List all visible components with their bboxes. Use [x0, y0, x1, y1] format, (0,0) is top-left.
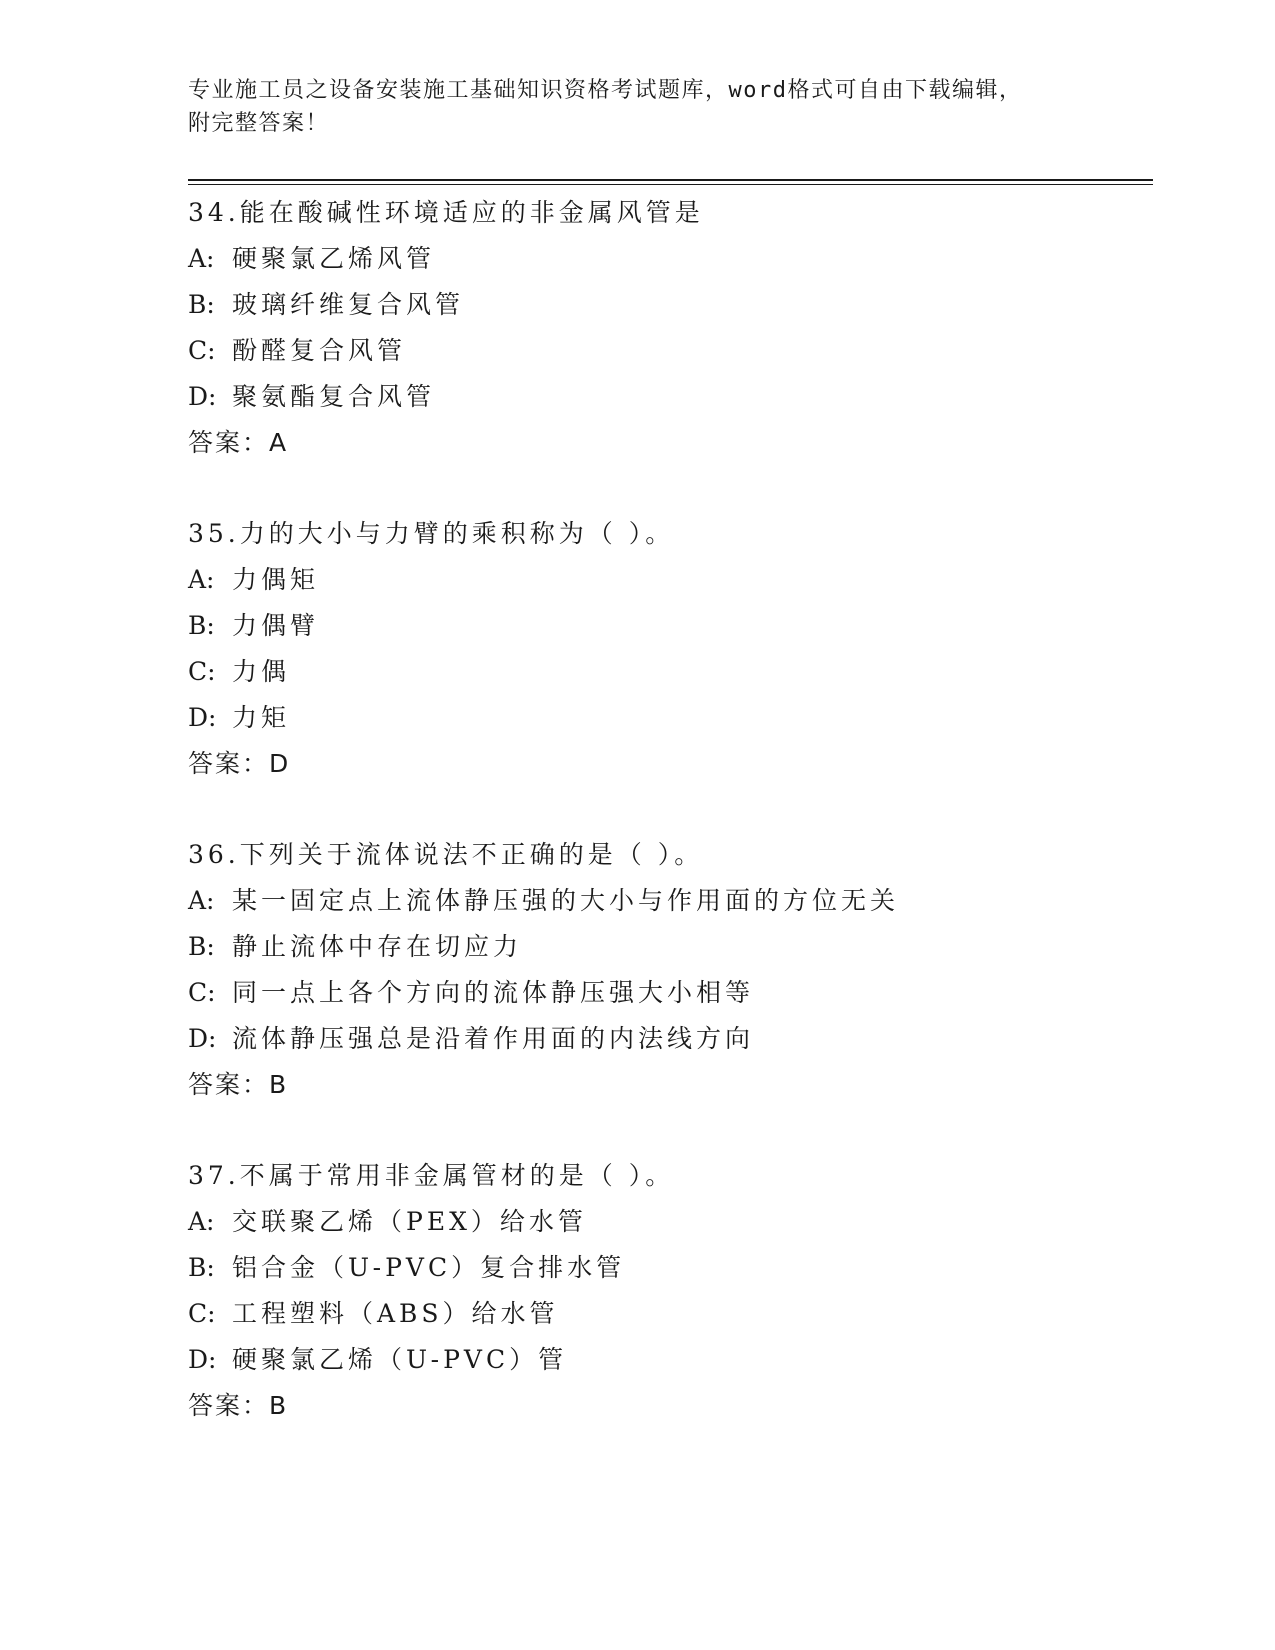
- answer-label: 答案：: [188, 749, 270, 778]
- question-title: 36.下列关于流体说法不正确的是（ ）。: [188, 840, 704, 869]
- option-letter: C:: [188, 336, 216, 365]
- question-title: 37.不属于常用非金属管材的是（ ）。: [188, 1161, 675, 1190]
- option-b: [188, 282, 1148, 328]
- header-line-1: 专业施工员之设备安装施工基础知识资格考试题库，word格式可自由下载编辑，: [188, 78, 1023, 103]
- option-letter: B:: [188, 1253, 215, 1282]
- option-d: [188, 1337, 1148, 1383]
- option-text: 力矩: [232, 703, 291, 732]
- answer-value: A: [269, 428, 287, 457]
- question-title: 34.能在酸碱性环境适应的非金属风管是: [188, 198, 704, 227]
- option-letter: A:: [188, 565, 215, 594]
- answer-line: [188, 1062, 1148, 1108]
- option-letter: D:: [188, 703, 217, 732]
- option-c: [188, 970, 1148, 1016]
- option-text: 交联聚乙烯（PEX）给水管: [232, 1207, 587, 1236]
- option-text: 力偶臂: [232, 611, 320, 640]
- option-a: [188, 1199, 1148, 1245]
- option-d: [188, 374, 1148, 420]
- option-a: [188, 557, 1148, 603]
- answer-value: D: [269, 749, 289, 778]
- option-text: 酚醛复合风管: [232, 336, 407, 365]
- option-d: [188, 1016, 1148, 1062]
- option-a: [188, 878, 1148, 924]
- header-divider-thick: [188, 179, 1153, 181]
- option-text: 静止流体中存在切应力: [232, 932, 523, 961]
- answer-label: 答案：: [188, 428, 270, 457]
- header-line-2: 附完整答案！: [188, 111, 330, 136]
- option-c: [188, 649, 1148, 695]
- option-text: 同一点上各个方向的流体静压强大小相等: [232, 978, 755, 1007]
- answer-label: 答案：: [188, 1391, 270, 1420]
- option-text: 硬聚氯乙烯风管: [232, 244, 436, 273]
- answer-label: 答案：: [188, 1070, 270, 1099]
- option-letter: B:: [188, 290, 215, 319]
- question-35: [188, 511, 1148, 787]
- option-letter: D:: [188, 1024, 217, 1053]
- option-letter: A:: [188, 244, 215, 273]
- option-text: 流体静压强总是沿着作用面的内法线方向: [232, 1024, 755, 1053]
- option-text: 聚氨酯复合风管: [232, 382, 436, 411]
- option-b: [188, 1245, 1148, 1291]
- option-text: 玻璃纤维复合风管: [232, 290, 465, 319]
- question-36: [188, 832, 1148, 1108]
- option-text: 工程塑料（ABS）给水管: [232, 1299, 559, 1328]
- question-title: 35.力的大小与力臂的乘积称为（ ）。: [188, 519, 675, 548]
- header-divider-thin: [188, 184, 1153, 185]
- option-text: 力偶矩: [232, 565, 320, 594]
- question-37: [188, 1153, 1148, 1429]
- option-letter: D:: [188, 382, 217, 411]
- option-text: 铝合金（U-PVC）复合排水管: [232, 1253, 626, 1282]
- answer-value: B: [269, 1391, 287, 1420]
- option-letter: A:: [188, 1207, 215, 1236]
- option-d: [188, 695, 1148, 741]
- document-header: [188, 74, 1088, 140]
- option-letter: C:: [188, 657, 216, 686]
- option-letter: D:: [188, 1345, 217, 1374]
- question-list: [188, 190, 1148, 1474]
- option-c: [188, 1291, 1148, 1337]
- question-34: [188, 190, 1148, 466]
- option-letter: B:: [188, 932, 215, 961]
- option-letter: B:: [188, 611, 215, 640]
- option-letter: C:: [188, 978, 216, 1007]
- option-letter: C:: [188, 1299, 216, 1328]
- option-c: [188, 328, 1148, 374]
- option-b: [188, 603, 1148, 649]
- option-letter: A:: [188, 886, 215, 915]
- option-a: [188, 236, 1148, 282]
- option-text: 某一固定点上流体静压强的大小与作用面的方位无关: [232, 886, 900, 915]
- answer-line: [188, 1383, 1148, 1429]
- option-b: [188, 924, 1148, 970]
- answer-line: [188, 420, 1148, 466]
- answer-line: [188, 741, 1148, 787]
- answer-value: B: [269, 1070, 287, 1099]
- option-text: 力偶: [232, 657, 291, 686]
- option-text: 硬聚氯乙烯（U-PVC）管: [232, 1345, 568, 1374]
